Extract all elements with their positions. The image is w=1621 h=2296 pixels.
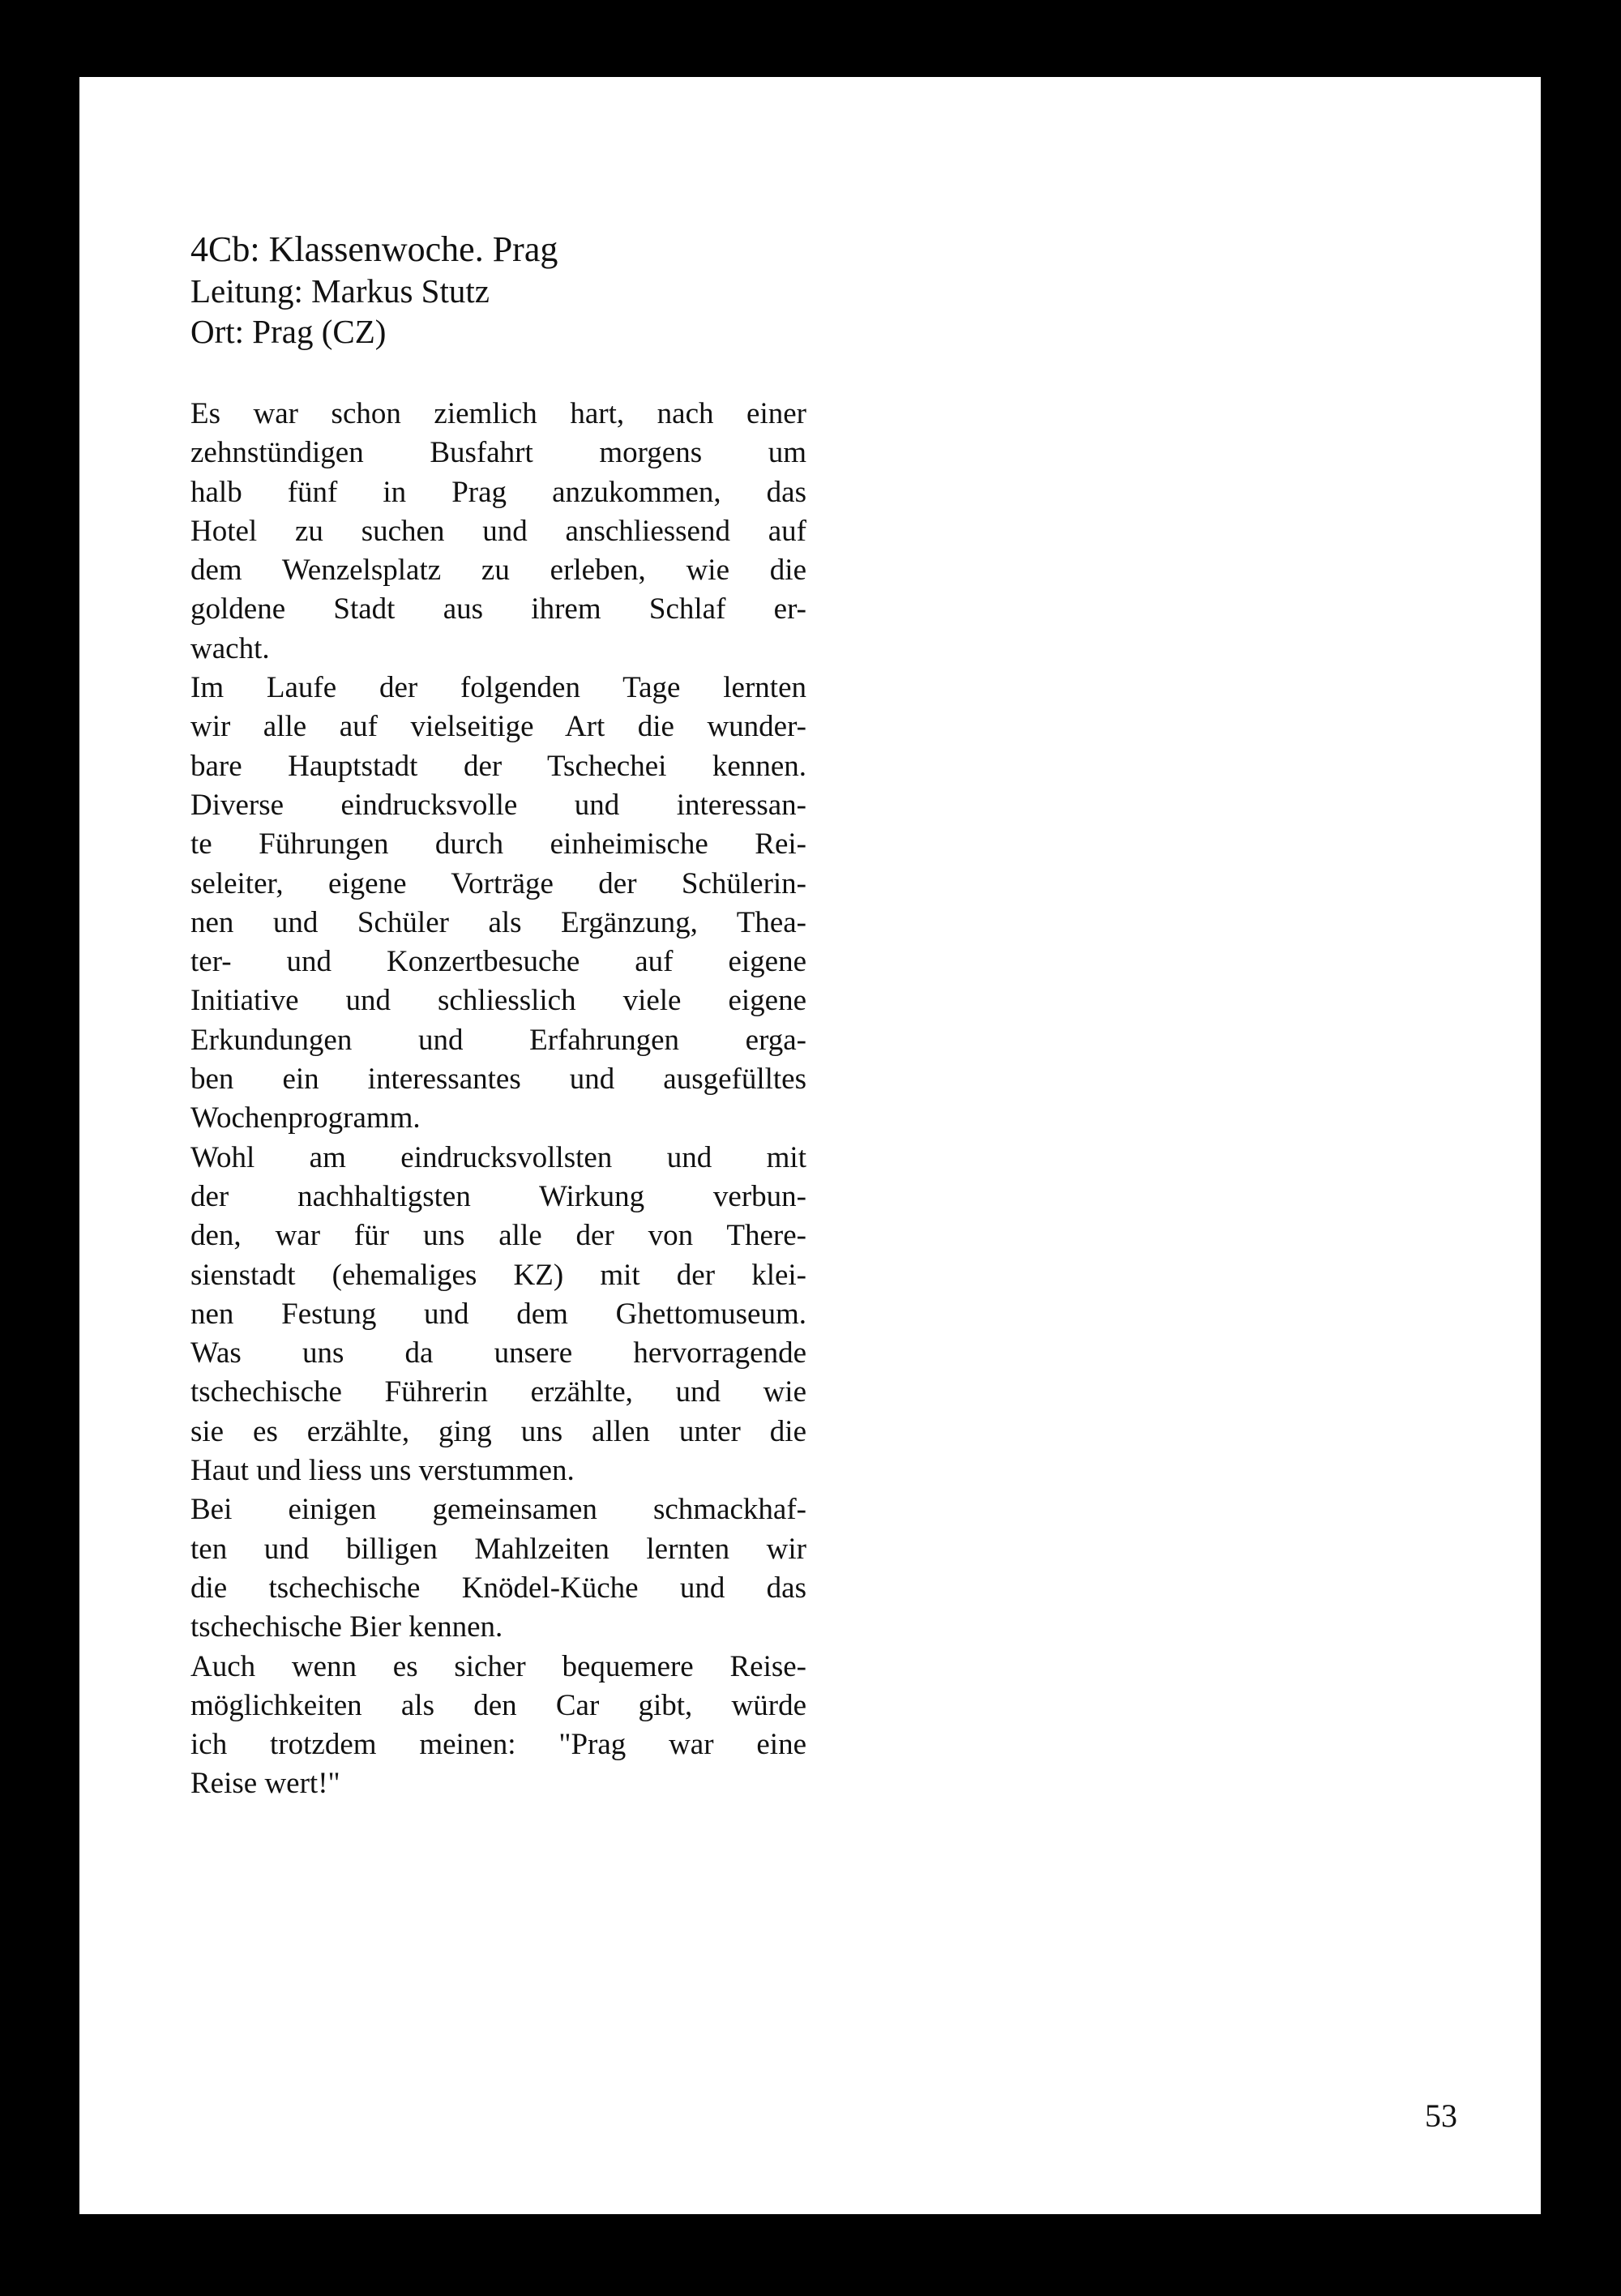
body-line: Im Laufe der folgenden Tage lernten <box>190 671 806 705</box>
body-line: der nachhaltigsten Wirkung verbun- <box>190 1179 806 1213</box>
body-line: Es war schon ziemlich hart, nach einer <box>190 397 806 430</box>
body-line: nen und Schüler als Ergänzung, Thea- <box>190 905 806 939</box>
body-line: bare Hauptstadt der Tschechei kennen. <box>190 749 806 783</box>
body-line: te Führungen durch einheimische Rei- <box>190 827 806 862</box>
body-line: sienstadt (ehemaliges KZ) mit der klei- <box>190 1258 806 1292</box>
article-header <box>190 229 920 352</box>
body-line: ter- und Konzertbesuche auf eigene <box>190 945 806 979</box>
article-body <box>190 395 806 1804</box>
body-line: Initiative und schliesslich viele eigene <box>190 984 806 1018</box>
ort-line: Ort: Prag (CZ) <box>190 313 387 350</box>
body-line: goldene Stadt aus ihrem Schlaf er- <box>190 592 806 626</box>
body-line: Reise wert!" <box>190 1767 340 1801</box>
body-line: sie es erzählte, ging uns allen unter die <box>190 1414 806 1448</box>
page-number: 53 <box>1425 2097 1457 2134</box>
document-page <box>79 77 1541 2214</box>
body-line: den, war für uns alle der von There- <box>190 1219 806 1253</box>
body-line: zehnstündigen Busfahrt morgens um <box>190 436 806 470</box>
body-line: Wochenprogramm. <box>190 1101 421 1135</box>
body-line: Diverse eindrucksvolle und interessan- <box>190 788 806 822</box>
body-line: tschechische Bier kennen. <box>190 1610 503 1644</box>
body-line: Bei einigen gemeinsamen schmackhaf- <box>190 1493 806 1527</box>
body-line: ten und billigen Mahlzeiten lernten wir <box>190 1532 806 1566</box>
body-line: Auch wenn es sicher bequemere Reise- <box>190 1649 806 1683</box>
body-line: Haut und liess uns verstummen. <box>190 1454 575 1488</box>
body-line: Hotel zu suchen und anschliessend auf <box>190 514 806 548</box>
article-title: 4Cb: Klassenwoche. Prag <box>190 229 558 269</box>
body-line: wacht. <box>190 631 270 665</box>
body-line: tschechische Führerin erzählte, und wie <box>190 1375 806 1409</box>
body-line: Wohl am eindrucksvollsten und mit <box>190 1140 806 1174</box>
body-line: ich trotzdem meinen: "Prag war eine <box>190 1728 806 1762</box>
body-line: Erkundungen und Erfahrungen erga- <box>190 1023 806 1057</box>
body-line: die tschechische Knödel-Küche und das <box>190 1571 806 1605</box>
body-line: nen Festung und dem Ghettomuseum. <box>190 1297 806 1331</box>
body-line: Was uns da unsere hervorragende <box>190 1336 806 1370</box>
leitung-line: Leitung: Markus Stutz <box>190 272 490 310</box>
body-line: seleiter, eigene Vorträge der Schülerin- <box>190 866 806 900</box>
body-line: möglichkeiten als den Car gibt, würde <box>190 1688 806 1722</box>
body-line: wir alle auf vielseitige Art die wunder- <box>190 710 806 744</box>
body-line: ben ein interessantes und ausgefülltes <box>190 1062 806 1097</box>
body-line: halb fünf in Prag anzukommen, das <box>190 475 806 509</box>
body-line: dem Wenzelsplatz zu erleben, wie die <box>190 554 806 588</box>
